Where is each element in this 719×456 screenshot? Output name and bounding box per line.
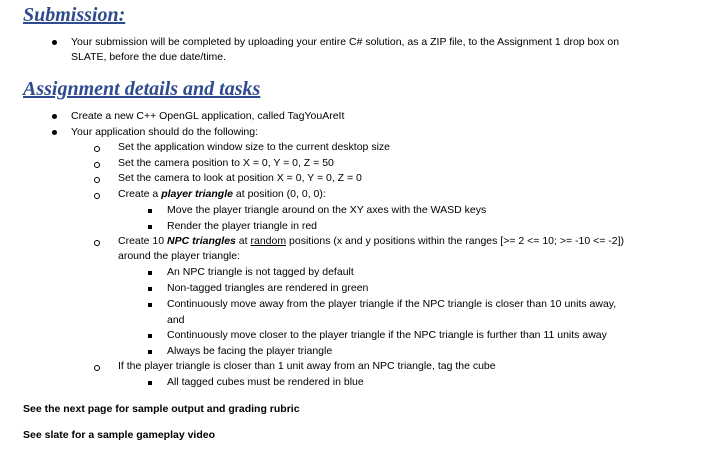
- subtask-item: Set the camera to look at position X = 0, Y = 0, Z = 0: [118, 172, 362, 184]
- submission-heading: Submission:: [23, 4, 126, 26]
- detail-item: Move the player triangle around on the XY axes with the WASD keys: [167, 204, 487, 216]
- detail-item: Always be facing the player triangle: [167, 345, 333, 357]
- detail-item: Continuously move away from the player triangle if the NPC triangle is closer than 10 units away,: [167, 298, 617, 310]
- detail-item: Continuously move closer to the player triangle if the NPC triangle is further than 11 units away: [167, 329, 607, 341]
- task-item: Your application should do the following:: [71, 126, 258, 138]
- emphasis-npc-triangles: NPC triangles: [167, 235, 236, 247]
- bullet-circle-icon: [94, 240, 100, 246]
- subtask-item: Set the camera position to X = 0, Y = 0, Z = 50: [118, 157, 334, 169]
- underlined-random: random: [250, 235, 287, 247]
- emphasis-player-triangle: player triangle: [161, 188, 233, 200]
- subtask-item: If the player triangle is closer than 1 unit away from an NPC triangle, tag the cube: [118, 360, 496, 372]
- bullet-circle-icon: [94, 365, 100, 371]
- bullet-square-icon: [148, 381, 152, 385]
- submission-text-line2: SLATE, before the due date/time.: [71, 51, 227, 63]
- detail-item: All tagged cubes must be rendered in blue: [167, 376, 364, 388]
- text-pre: Create 10: [118, 235, 168, 247]
- text-post: at position (0, 0, 0):: [232, 188, 326, 200]
- bullet-dot-icon: [52, 40, 57, 45]
- details-heading: Assignment details and tasks: [23, 78, 261, 100]
- bullet-square-icon: [148, 209, 152, 213]
- bullet-square-icon: [148, 225, 152, 229]
- bullet-circle-icon: [94, 162, 100, 168]
- subtask-npc-triangles-line2: around the player triangle:: [118, 250, 240, 262]
- footer-note: See slate for a sample gameplay video: [23, 429, 216, 441]
- subtask-item: Set the application window size to the current desktop size: [118, 141, 390, 153]
- bullet-circle-icon: [94, 193, 100, 199]
- submission-text-line1: Your submission will be completed by uploading your entire C# solution, as a ZIP file, to the Assignment 1 drop box on: [71, 36, 620, 48]
- bullet-circle-icon: [94, 177, 100, 183]
- footer-note: See the next page for sample output and grading rubric: [23, 403, 300, 415]
- bullet-dot-icon: [52, 114, 57, 119]
- bullet-circle-icon: [94, 146, 100, 152]
- subtask-player-triangle: [118, 188, 326, 200]
- text-pre: Create a: [118, 188, 162, 200]
- bullet-square-icon: [148, 350, 152, 354]
- detail-item: An NPC triangle is not tagged by default: [167, 266, 354, 278]
- detail-item: Render the player triangle in red: [167, 220, 318, 232]
- detail-item-continuation: and: [167, 314, 185, 326]
- task-item: Create a new C++ OpenGL application, called TagYouAreIt: [71, 110, 345, 122]
- text-mid: at: [235, 235, 251, 247]
- bullet-square-icon: [148, 303, 152, 307]
- bullet-square-icon: [148, 334, 152, 338]
- bullet-dot-icon: [52, 130, 57, 135]
- subtask-npc-triangles: [118, 235, 624, 247]
- detail-item: Non-tagged triangles are rendered in green: [167, 282, 369, 294]
- bullet-square-icon: [148, 287, 152, 291]
- text-post: positions (x and y positions within the ranges [>= 2 <= 10; >= -10 <= -2]): [286, 235, 625, 247]
- bullet-square-icon: [148, 271, 152, 275]
